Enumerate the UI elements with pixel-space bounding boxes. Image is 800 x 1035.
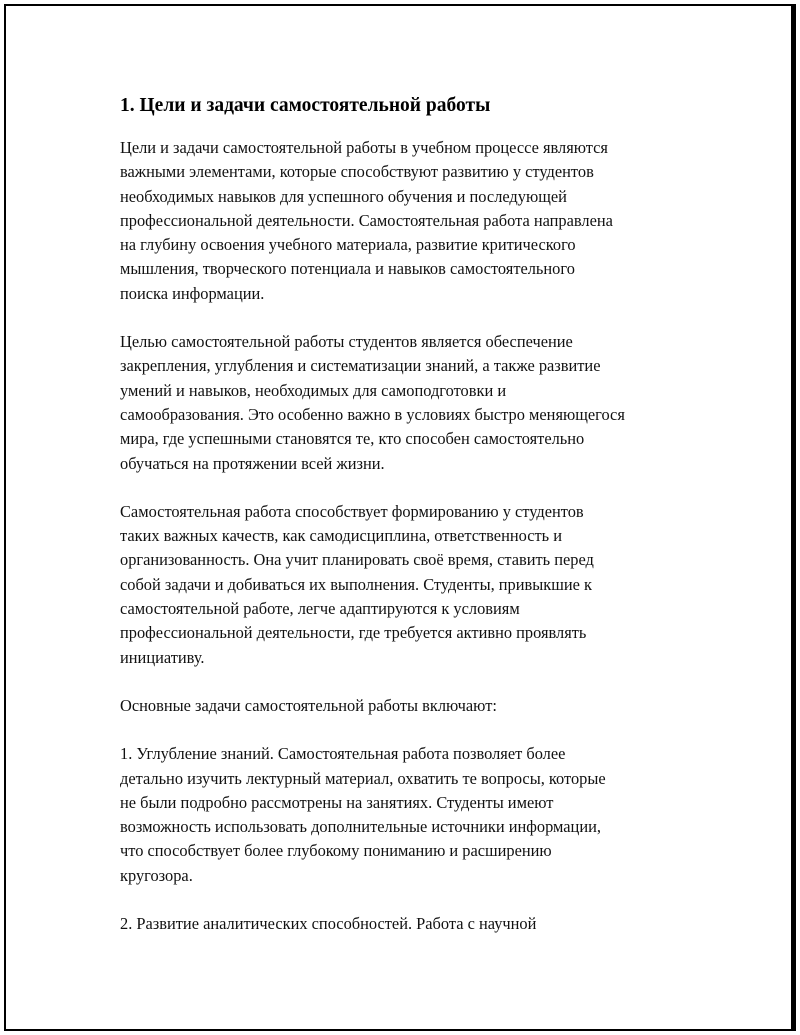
text-line: что способствует более глубокому пониманию и расширению [120, 841, 552, 861]
paragraph-qualities [120, 500, 700, 670]
text-line: мира, где успешными становятся те, кто способен самостоятельно [120, 429, 585, 449]
paragraph-tasks-intro [120, 694, 700, 718]
text-line: организованность. Она учит планировать своё время, ставить перед [120, 550, 594, 570]
text-line: Целью самостоятельной работы студентов является обеспечение [120, 332, 573, 352]
text-line: профессиональной деятельности, где требуется активно проявлять [120, 623, 587, 643]
text-line: профессиональной деятельности. Самостоятельная работа направлена [120, 210, 613, 230]
list-item-analytical-skills [120, 912, 700, 936]
text-line: умений и навыков, необходимых для самоподготовки и [120, 380, 507, 400]
text-line: самообразования. Это особенно важно в условиях быстро меняющегося [120, 404, 625, 424]
text-line: собой задачи и добиваться их выполнения. Студенты, привыкшие к [120, 574, 592, 594]
paragraph-purpose [120, 330, 700, 476]
text-line: кругозора. [120, 865, 193, 885]
text-line: Основные задачи самостоятельной работы включают: [120, 695, 497, 715]
text-line: поиска информации. [120, 283, 265, 303]
text-line: 1. Углубление знаний. Самостоятельная работа позволяет более [120, 744, 566, 764]
text-line: на глубину освоения учебного материала, развитие критического [120, 235, 576, 255]
text-line: Цели и задачи самостоятельной работы в учебном процессе являются [120, 138, 608, 157]
section-heading: 1. Цели и задачи самостоятельной работы [120, 95, 491, 116]
text-line: таких важных качеств, как самодисциплина, ответственность и [120, 526, 562, 546]
text-line: возможность использовать дополнительные источники информации, [120, 817, 601, 837]
paragraph-goals-intro [120, 136, 700, 306]
text-line: детально изучить лектурный материал, охватить те вопросы, которые [120, 768, 606, 788]
text-line: 2. Развитие аналитических способностей. Работа с научной [120, 914, 537, 934]
text-line: Самостоятельная работа способствует формированию у студентов [120, 501, 584, 521]
text-line: важными элементами, которые способствуют развитию у студентов [120, 162, 594, 182]
text-line: необходимых навыков для успешного обучения и последующей [120, 186, 567, 206]
text-line: закрепления, углубления и систематизации знаний, а также развитие [120, 356, 601, 376]
text-line: самостоятельной работе, легче адаптируются к условиям [120, 599, 520, 619]
page-frame [4, 4, 796, 1031]
document-body [120, 94, 700, 960]
text-line: мышления, творческого потенциала и навыков самостоятельного [120, 259, 575, 279]
text-line: инициативу. [120, 647, 205, 667]
text-line: не были подробно рассмотрены на занятиях. Студенты имеют [120, 792, 554, 812]
list-item-deepening-knowledge [120, 742, 700, 888]
text-line: обучаться на протяжении всей жизни. [120, 453, 385, 473]
